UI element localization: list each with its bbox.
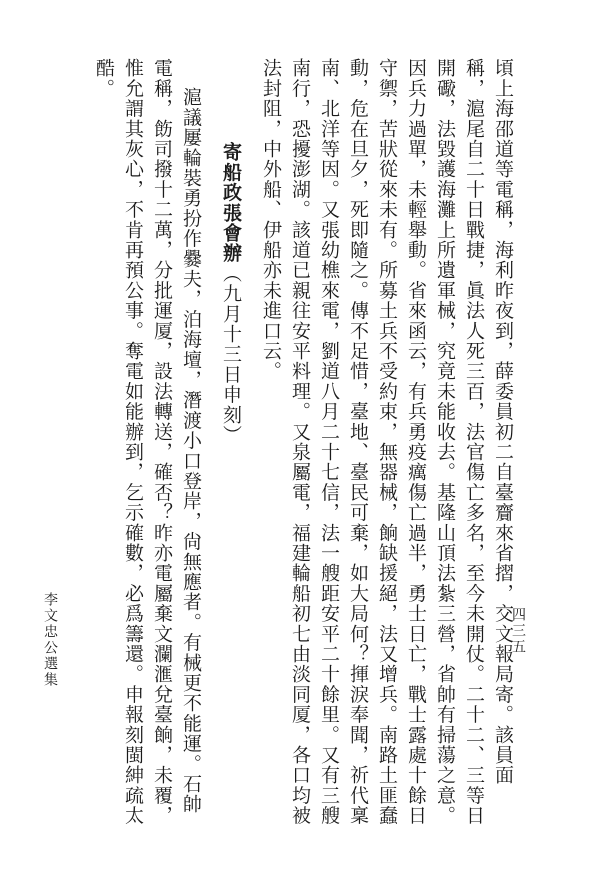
- text-column: 惟允謂其灰心，不肯再預公事。奪電如能辦到，乞示確數，必爲籌還。申報刻閩紳疏太: [122, 58, 144, 826]
- text-column: 動，危在旦夕，死即隨之。傳不足惜，臺地、臺民可棄，如大局何？揮淚奉聞，祈代稟: [347, 58, 369, 826]
- text-column: 因兵力過單，未輕舉動。省來函云，有兵勇疫癘傷亡過半，勇士日亡，戰士露處十餘日: [405, 58, 427, 826]
- text-column: 南、北洋等因。又張幼樵來電，劉道八月二十七信，法一艘距安平二十餘里。又有三艘: [318, 58, 340, 826]
- text-column: 南行，恐擾澎湖。該道已親往安平料理。又泉屬電，福建輪船初七由淡同厦，各口均被: [289, 58, 311, 826]
- section-title-text: 寄船政張會辦: [220, 142, 242, 264]
- text-column: 稱，滬尾自二十日戰捷，眞法人死三百，法官傷亡多名，至今未開仗。二十二、三等日: [463, 58, 485, 826]
- text-column: 守禦，苦狀從來未有。所募土兵不受約束，無器械，餉缺援絕，法又增兵。南路土匪蠢: [376, 58, 398, 826]
- section-title: [216, 142, 246, 445]
- text-column: 頃上海邵道等電稱，海利昨夜到，薛委員初二自臺齎來省摺，交文報局寄。該員面: [492, 58, 514, 786]
- book-title: 李文忠公選集: [42, 592, 58, 688]
- text-column: 電稱，飭司撥十二萬，分批運厦，設法轉送，確否？昨亦電屬棄文瀾滙兌臺餉，未覆，: [151, 58, 173, 826]
- text-column: 法封阻，中外船、伊船亦未進口云。: [260, 58, 282, 382]
- page-number: 四三五: [510, 607, 526, 655]
- text-column: 酷。: [93, 58, 115, 99]
- section-date: （九月十三日申刻）: [220, 263, 242, 446]
- text-column: 開礮，法毀護海灘上所遺軍械，究竟未能收去。基隆山頂法紮三營，省帥有掃蕩之意。: [434, 58, 456, 826]
- text-column: 滬議屢輪裝勇扮作爨夫，泊海壇，潛渡小口登岸，尙無應者。有械更不能運。石帥: [180, 87, 202, 815]
